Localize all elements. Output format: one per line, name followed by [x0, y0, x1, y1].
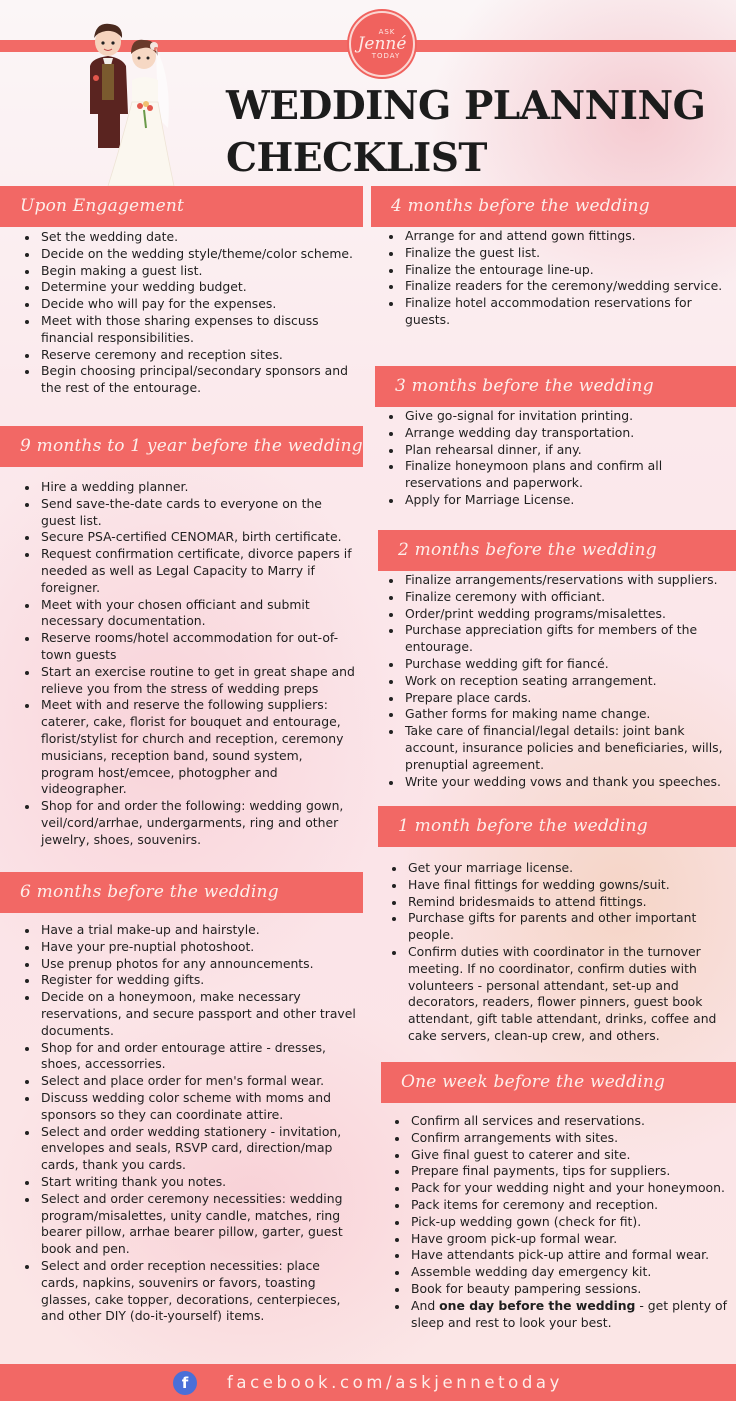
- list-item: Set the wedding date.: [19, 229, 359, 246]
- list-item: Work on reception seating arrangement.: [383, 673, 733, 690]
- list-item: Start an exercise routine to get in great shape and relieve you from the stress of wedding preps: [19, 664, 359, 698]
- section-header-6-months: 6 months before the wedding: [0, 872, 363, 913]
- list-item: Decide who will pay for the expenses.: [19, 296, 359, 313]
- list-3-months: [383, 408, 733, 509]
- list-9-months: [19, 479, 359, 849]
- logo-today: TODAY: [371, 52, 401, 60]
- list-item: Order/print wedding programs/misalettes.: [383, 606, 733, 623]
- list-item: Prepare final payments, tips for suppliers.: [389, 1163, 734, 1180]
- facebook-icon[interactable]: f: [173, 1371, 197, 1395]
- list-item: Finalize readers for the ceremony/wedding service.: [383, 278, 733, 295]
- list-item: Decide on the wedding style/theme/color scheme.: [19, 246, 359, 263]
- list-1-month: [386, 860, 734, 1045]
- list-item: Select and order ceremony necessities: wedding program/misalettes, unity candle, matches, ring bearer pillow, arrhae bearer pillow, garter, guest book and pen.: [19, 1191, 359, 1258]
- list-item: Pack for your wedding night and your honeymoon.: [389, 1180, 734, 1197]
- list-item: Determine your wedding budget.: [19, 279, 359, 296]
- list-item: Finalize the guest list.: [383, 245, 733, 262]
- list-item: Finalize the entourage line-up.: [383, 262, 733, 279]
- list-item: Select and place order for men's formal wear.: [19, 1073, 359, 1090]
- list-item: Hire a wedding planner.: [19, 479, 359, 496]
- logo-ask: ASK: [378, 28, 396, 36]
- list-item: Confirm all services and reservations.: [389, 1113, 734, 1130]
- list-upon-engagement: [19, 229, 359, 397]
- section-header-one-week: One week before the wedding: [381, 1062, 736, 1103]
- list-item: Discuss wedding color scheme with moms and sponsors so they can coordinate attire.: [19, 1090, 359, 1124]
- one-day-prefix: And: [411, 1297, 440, 1313]
- list-item: Give go-signal for invitation printing.: [383, 408, 733, 425]
- section-header-4-months: 4 months before the wedding: [371, 186, 736, 227]
- list-item: Secure PSA-certified CENOMAR, birth certificate.: [19, 529, 359, 546]
- list-item: Start writing thank you notes.: [19, 1174, 359, 1191]
- logo-jenne: Jenné: [357, 34, 407, 54]
- title-line-2: CHECKLIST: [226, 135, 487, 181]
- list-item: Send save-the-date cards to everyone on the guest list.: [19, 496, 359, 530]
- list-item: Prepare place cards.: [383, 690, 733, 707]
- list-item: Assemble wedding day emergency kit.: [389, 1264, 734, 1281]
- list-item: Reserve ceremony and reception sites.: [19, 347, 359, 364]
- list-item: Have a trial make-up and hairstyle.: [19, 922, 359, 939]
- list-item: Have groom pick-up formal wear.: [389, 1231, 734, 1248]
- section-header-3-months: 3 months before the wedding: [375, 366, 736, 407]
- list-item: Write your wedding vows and thank you speeches.: [383, 774, 733, 791]
- list-item: Finalize hotel accommodation reservations for guests.: [383, 295, 733, 329]
- list-item: Confirm arrangements with sites.: [389, 1130, 734, 1147]
- list-item: Purchase gifts for parents and other important people.: [386, 910, 734, 944]
- list-item: Take care of financial/legal details: joint bank account, insurance policies and beneficiaries, wills, prenuptial agreement.: [383, 723, 733, 773]
- title-line-1: WEDDING PLANNING: [226, 83, 706, 129]
- list-item: Get your marriage license.: [386, 860, 734, 877]
- list-item: Pick-up wedding gown (check for fit).: [389, 1214, 734, 1231]
- one-day-bold: one day before the wedding: [439, 1297, 636, 1313]
- list-item: Meet with and reserve the following suppliers: caterer, cake, florist for bouquet and entourage, florist/stylist for church and reception, ceremony musicians, reception band, sound system, program host/emcee, photogpher and videographer.: [19, 697, 359, 798]
- list-item: Have final fittings for wedding gowns/suit.: [386, 877, 734, 894]
- page-title: [226, 80, 705, 184]
- list-item: Have your pre-nuptial photoshoot.: [19, 939, 359, 956]
- list-item-one-day-before: [389, 1298, 734, 1332]
- list-item: Decide on a honeymoon, make necessary reservations, and secure passport and other travel documents.: [19, 989, 359, 1039]
- list-one-week: [389, 1113, 734, 1331]
- list-item: Shop for and order the following: wedding gown, veil/cord/arrhae, undergarments, ring and other jewelry, shoes, souvenirs.: [19, 798, 359, 848]
- list-item: Purchase appreciation gifts for members of the entourage.: [383, 622, 733, 656]
- list-item: Have attendants pick-up attire and formal wear.: [389, 1247, 734, 1264]
- one-day-suffix: - get plenty of sleep and rest to look your best.: [411, 1297, 727, 1330]
- bride-groom-illustration: [76, 18, 176, 188]
- list-item: Plan rehearsal dinner, if any.: [383, 442, 733, 459]
- list-item: Pack items for ceremony and reception.: [389, 1197, 734, 1214]
- list-2-months: [383, 572, 733, 790]
- list-item: Shop for and order entourage attire - dresses, shoes, accessorries.: [19, 1040, 359, 1074]
- list-item: Give final guest to caterer and site.: [389, 1147, 734, 1164]
- section-header-upon-engagement: Upon Engagement: [0, 186, 363, 227]
- list-item: Register for wedding gifts.: [19, 972, 359, 989]
- list-item: Begin making a guest list.: [19, 263, 359, 280]
- list-item: Meet with your chosen officiant and submit necessary documentation.: [19, 597, 359, 631]
- list-item: Finalize arrangements/reservations with suppliers.: [383, 572, 733, 589]
- list-6-months: [19, 922, 359, 1325]
- list-item: Select and order wedding stationery - invitation, envelopes and seals, RSVP card, direction/map cards, thank you cards.: [19, 1124, 359, 1174]
- ask-jenne-today-logo: [349, 11, 415, 77]
- list-item: Remind bridesmaids to attend fittings.: [386, 894, 734, 911]
- list-item: Apply for Marriage License.: [383, 492, 733, 509]
- section-header-2-months: 2 months before the wedding: [378, 530, 736, 571]
- facebook-link[interactable]: facebook.com/askjennetoday: [227, 1373, 563, 1392]
- section-header-9-months: 9 months to 1 year before the wedding: [0, 426, 363, 467]
- list-item: Meet with those sharing expenses to discuss financial responsibilities.: [19, 313, 359, 347]
- list-item: Use prenup photos for any announcements.: [19, 956, 359, 973]
- list-item: Arrange for and attend gown fittings.: [383, 228, 733, 245]
- list-item: Book for beauty pampering sessions.: [389, 1281, 734, 1298]
- list-item: Confirm duties with coordinator in the turnover meeting. If no coordinator, confirm duties with volunteers - personal attendant, set-up and decorators, readers, flower pinners, guest book attendant, gift table attendant, drinks, coffee and cake servers, clean-up crew, and others.: [386, 944, 734, 1045]
- list-item: Select and order reception necessities: place cards, napkins, souvenirs or favors, toasting glasses, cake topper, decorations, centerpieces, and other DIY (do-it-yourself) items.: [19, 1258, 359, 1325]
- list-4-months: [383, 228, 733, 329]
- list-item: Finalize ceremony with officiant.: [383, 589, 733, 606]
- list-item: Begin choosing principal/secondary sponsors and the rest of the entourage.: [19, 363, 359, 397]
- footer-bar: [0, 1364, 736, 1401]
- list-item: Request confirmation certificate, divorce papers if needed as well as Legal Capacity to Marry if foreigner.: [19, 546, 359, 596]
- list-item: Finalize honeymoon plans and confirm all reservations and paperwork.: [383, 458, 733, 492]
- list-item: Arrange wedding day transportation.: [383, 425, 733, 442]
- section-header-1-month: 1 month before the wedding: [378, 806, 736, 847]
- list-item: Purchase wedding gift for fiancé.: [383, 656, 733, 673]
- list-item: Reserve rooms/hotel accommodation for out-of-town guests: [19, 630, 359, 664]
- list-item: Gather forms for making name change.: [383, 706, 733, 723]
